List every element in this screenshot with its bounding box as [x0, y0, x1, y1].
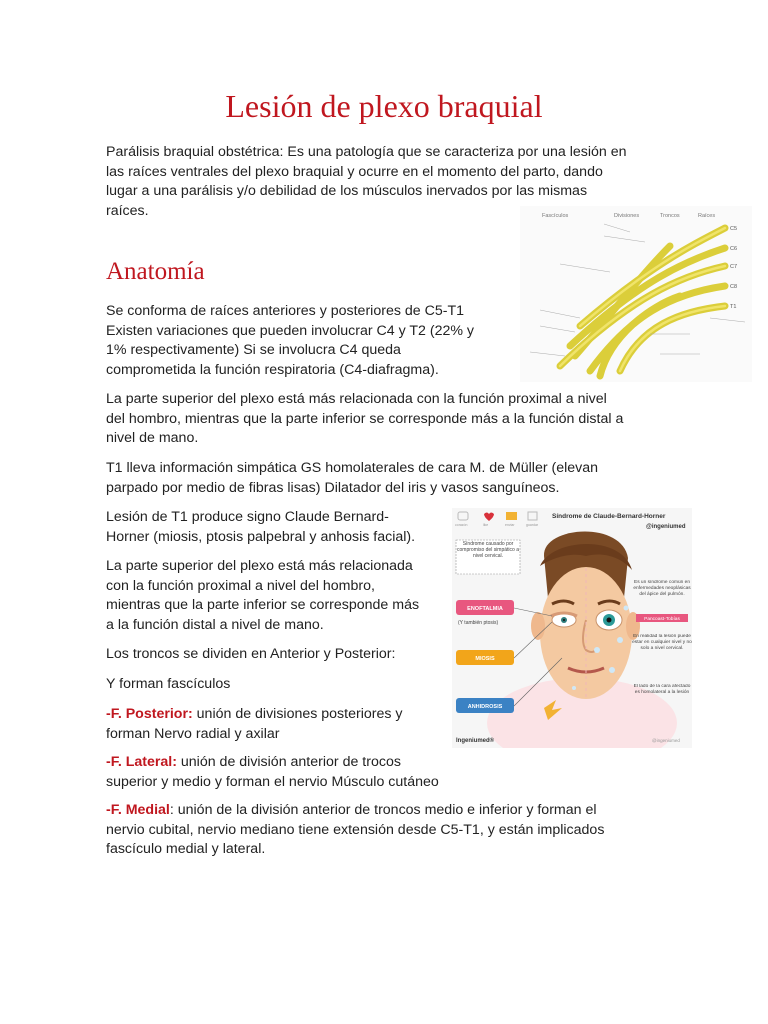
text-line: La parte superior del plexo está más relacionada	[106, 558, 413, 574]
text-line: del hombro, mientras que la parte inferior se corresponde más a la función distal a	[106, 410, 624, 427]
text-line: raíces.	[106, 202, 149, 219]
text-line: Lesión de T1 produce signo Claude Bernard-	[106, 509, 389, 525]
text-line: nervio cubital, nervio mediano tiene extensión desde C5-T1, y están implicados	[106, 821, 605, 838]
right-note-3: El lado de la cara afectado es homolateral a la lesión	[633, 684, 691, 695]
figure-header: Divisiones	[614, 213, 640, 219]
figure-handle: @ingeniumed	[646, 524, 686, 530]
brand-handle: @ingeniumed	[652, 738, 680, 743]
text-line: mientras que la parte inferior se corresponde más	[106, 597, 420, 614]
figure-header: Raíces	[698, 213, 716, 219]
root-label-c5: C5	[730, 226, 738, 232]
anatomy-paragraph-1	[106, 302, 474, 380]
root-label-c6: C6	[730, 246, 738, 252]
figure-header: Troncos	[660, 213, 680, 219]
text-line: Existen variaciones que pueden involucrar C4 y T2 (22% y	[106, 322, 475, 339]
text-line: T1 lleva información simpática GS homolaterales de cara M. de Müller (elevan	[106, 460, 599, 476]
horner-syndrome-figure	[452, 508, 692, 748]
text-line: Horner (miosis, ptosis palpebral y anhosis facial).	[106, 528, 416, 545]
text-line: superior y medio y forman el nervio Músculo cutáneo	[106, 773, 439, 790]
text-line: las raíces ventrales del plexo braquial y ocurre en el momento del parto, dando	[106, 163, 603, 180]
text-line: La parte superior del plexo está más relacionada con la función proximal a nivel	[106, 391, 607, 407]
root-label-c8: C8	[730, 284, 738, 290]
section-heading-anatomia: Anatomía	[106, 258, 205, 285]
text-line: con la función proximal a nivel del hombro,	[106, 577, 375, 594]
fasciculo-posterior	[106, 705, 403, 744]
text-line: forman Nervo radial y axilar	[106, 725, 280, 742]
fasciculo-medial	[106, 801, 604, 860]
icon-caption: guardar	[526, 523, 539, 527]
root-label-t1: T1	[730, 304, 737, 310]
text-line: Se conforma de raíces anteriores y posteriores de C5-T1	[106, 303, 465, 319]
anatomy-paragraph-3	[106, 459, 598, 498]
tag-label: MIOSIS	[475, 656, 495, 662]
text-line: comprometida la función respiratoria (C4-diafragma).	[106, 361, 439, 378]
pancoast-label: Pancoast-Tobías	[644, 617, 680, 622]
text-line: 1% respectivamente) Si se involucra C4 queda	[106, 342, 401, 359]
text-line: unión de divisiones posteriores y	[192, 706, 403, 722]
anatomy-paragraph-7: Y forman fascículos	[106, 676, 231, 692]
text-line: lugar a una parálisis y/o debilidad de los músculos inervados por las mismas	[106, 183, 588, 200]
fasciculo-label: -F. Lateral:	[106, 754, 177, 770]
icon-caption: like	[483, 523, 489, 527]
brand-label: Ingeniumed®	[456, 738, 495, 744]
fasciculo-lateral	[106, 753, 439, 792]
cause-note	[456, 540, 520, 574]
tag-label: ENOFTALMIA	[467, 606, 503, 612]
text-line: nivel de mano.	[106, 430, 199, 447]
fasciculo-label: -F. Posterior:	[106, 706, 193, 722]
right-note-2: En realidad la lesión puede estar en cualquier nivel y no solo a nivel cervical.	[632, 634, 692, 651]
text-line: fascículo medial y lateral.	[106, 841, 266, 858]
text-line: : unión de la división anterior de troncos medio e inferior y forman el	[169, 802, 597, 818]
figure-title: Síndrome de Claude-Bernard-Horner	[552, 513, 666, 520]
text-line: parpado por medio de fibras lisas) Dilatador del iris y vasos sanguíneos.	[106, 479, 560, 496]
icon-caption: corazón	[455, 523, 468, 527]
fasciculo-label: -F. Medial	[106, 802, 170, 818]
cause-note-text: Síndrome causado por compromiso del simpático a nivel cervical.	[457, 541, 519, 559]
tag-label: ANHIDROSIS	[467, 704, 503, 710]
right-note-1: Es un síndrome común en enfermedades neoplásicas del ápice del pulmón.	[633, 580, 691, 597]
text-line: unión de división anterior de trocos	[176, 754, 401, 770]
figure-header: Fascículos	[542, 213, 569, 219]
text-line: a la función distal a nivel de mano.	[106, 616, 324, 633]
brachial-plexus-figure	[520, 206, 752, 382]
text-line: Parálisis braquial obstétrica: Es una patología que se caracteriza por una lesión en	[106, 144, 627, 160]
root-label-c7: C7	[730, 264, 738, 270]
anatomy-paragraph-5	[106, 557, 419, 635]
anatomy-paragraph-2	[106, 390, 623, 449]
enoftalmia-note: (Y también ptosis)	[458, 620, 499, 626]
anatomy-paragraph-6: Los troncos se dividen en Anterior y Posterior:	[106, 646, 396, 662]
anatomy-paragraph-4	[106, 508, 415, 547]
page-title: Lesión de plexo braquial	[225, 88, 543, 124]
icon-caption: enviar	[505, 523, 515, 527]
